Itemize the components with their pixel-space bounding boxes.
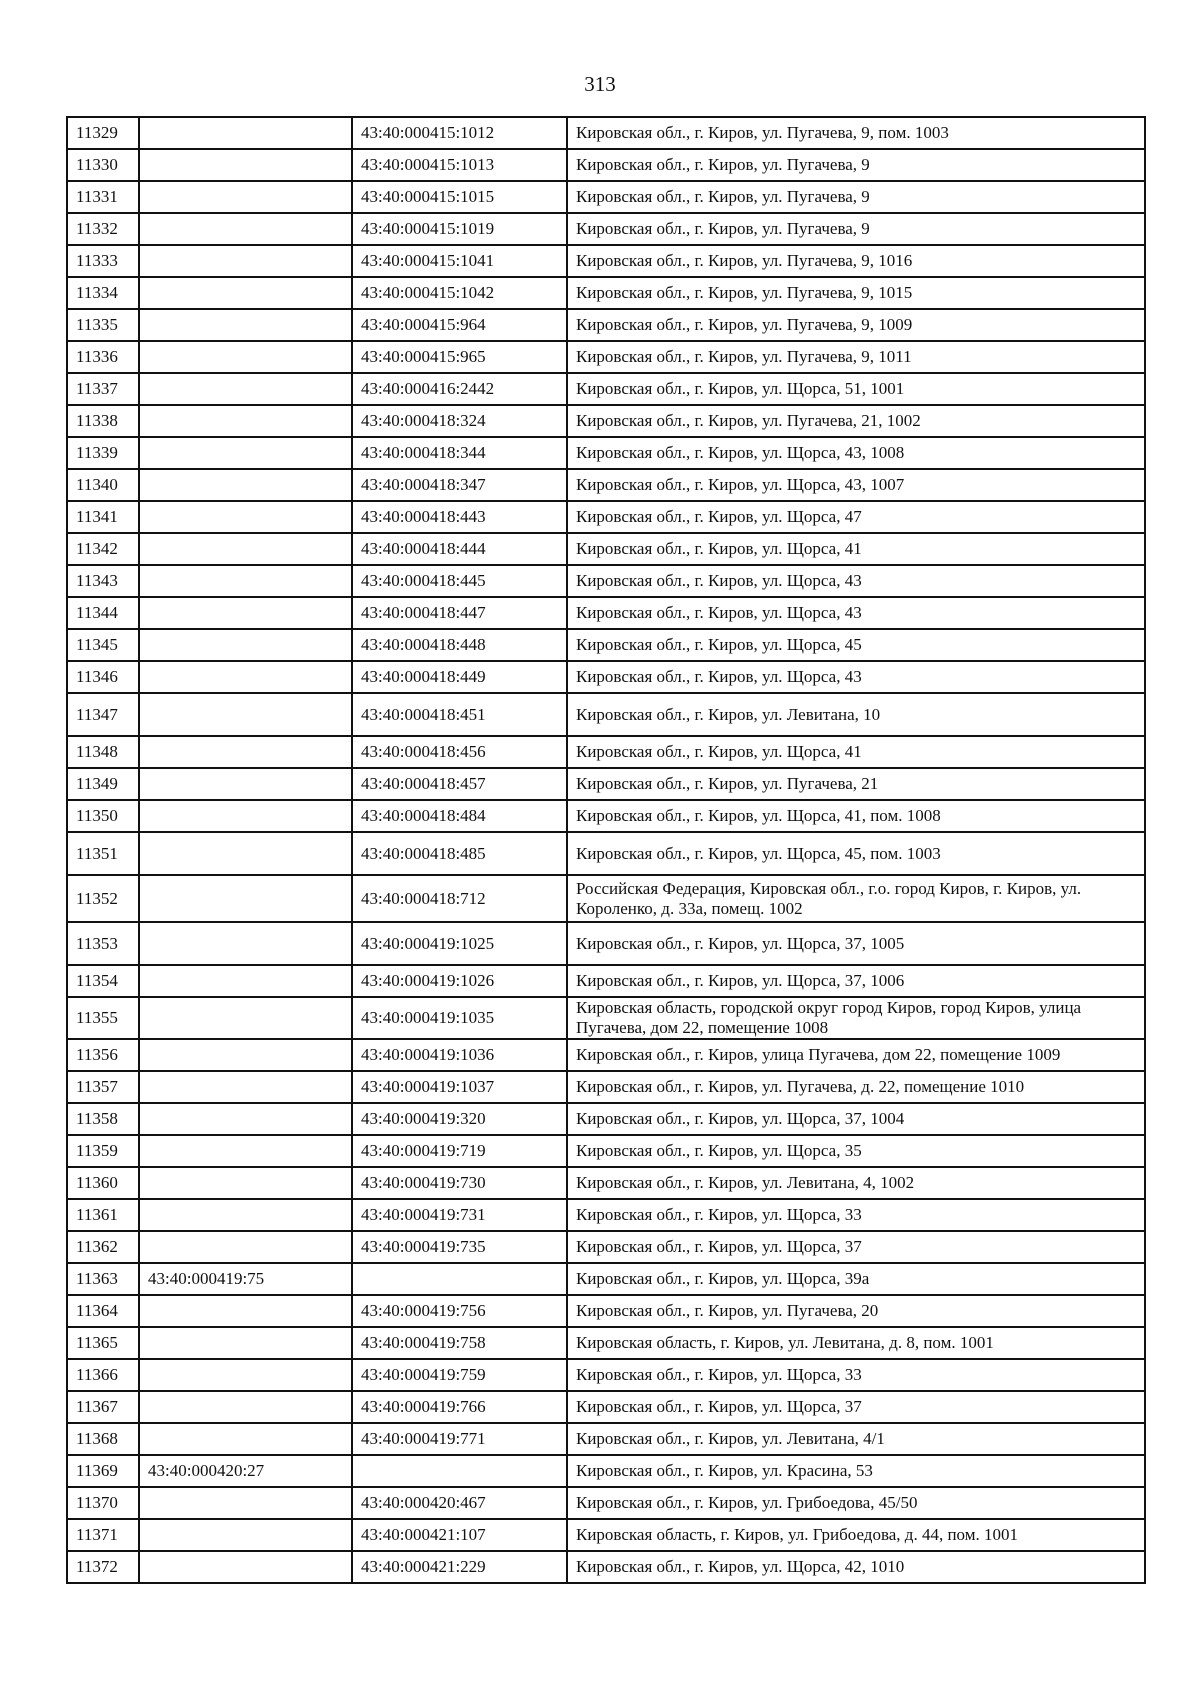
cadastral-number-cell: [139, 373, 352, 405]
cadastral-number-cell: [139, 922, 352, 965]
row-number-cell: 11354: [67, 965, 139, 997]
cadastral-number-cell: 43:40:000415:1019: [352, 213, 567, 245]
cadastral-number-cell: [139, 1071, 352, 1103]
cadastral-number-cell: 43:40:000418:484: [352, 800, 567, 832]
address-cell: Кировская область, городской округ город Киров, город Киров, улица Пугачева, дом 22, помещение 1008: [567, 997, 1145, 1039]
table-row: [67, 1423, 1145, 1455]
row-number-cell: 11337: [67, 373, 139, 405]
table-row: [67, 565, 1145, 597]
address-cell: Кировская обл., г. Киров, ул. Пугачева, 20: [567, 1295, 1145, 1327]
table-row: [67, 1327, 1145, 1359]
table-row: [67, 501, 1145, 533]
address-cell: Кировская обл., г. Киров, ул. Щорса, 47: [567, 501, 1145, 533]
cadastral-number-cell: 43:40:000419:1026: [352, 965, 567, 997]
row-number-cell: 11361: [67, 1199, 139, 1231]
row-number-cell: 11364: [67, 1295, 139, 1327]
cadastral-number-cell: 43:40:000419:758: [352, 1327, 567, 1359]
address-cell: Кировская обл., г. Киров, ул. Пугачева, 9, 1015: [567, 277, 1145, 309]
cadastral-number-cell: 43:40:000419:75: [139, 1263, 352, 1295]
address-cell: Кировская обл., г. Киров, ул. Щорса, 43, 1008: [567, 437, 1145, 469]
cadastral-number-cell: [139, 1167, 352, 1199]
cadastral-number-cell: [139, 800, 352, 832]
row-number-cell: 11356: [67, 1039, 139, 1071]
cadastral-number-cell: 43:40:000415:1015: [352, 181, 567, 213]
address-cell: Кировская обл., г. Киров, ул. Щорса, 37, 1004: [567, 1103, 1145, 1135]
row-number-cell: 11368: [67, 1423, 139, 1455]
row-number-cell: 11338: [67, 405, 139, 437]
row-number-cell: 11372: [67, 1551, 139, 1583]
cadastral-number-cell: [139, 469, 352, 501]
address-cell: Кировская область, г. Киров, ул. Грибоедова, д. 44, пом. 1001: [567, 1519, 1145, 1551]
address-cell: Кировская обл., г. Киров, ул. Щорса, 41, пом. 1008: [567, 800, 1145, 832]
cadastral-number-cell: 43:40:000420:467: [352, 1487, 567, 1519]
cadastral-number-cell: 43:40:000418:444: [352, 533, 567, 565]
address-cell: Кировская обл., г. Киров, ул. Щорса, 43: [567, 661, 1145, 693]
row-number-cell: 11345: [67, 629, 139, 661]
cadastral-number-cell: [139, 1039, 352, 1071]
row-number-cell: 11335: [67, 309, 139, 341]
table-row: [67, 149, 1145, 181]
row-number-cell: 11369: [67, 1455, 139, 1487]
cadastral-number-cell: 43:40:000419:735: [352, 1231, 567, 1263]
table-row: [67, 1263, 1145, 1295]
cadastral-number-cell: [139, 565, 352, 597]
cadastral-number-cell: [139, 661, 352, 693]
cadastral-number-cell: 43:40:000418:457: [352, 768, 567, 800]
cadastral-number-cell: [139, 181, 352, 213]
table-row: [67, 1487, 1145, 1519]
table-row: [67, 117, 1145, 149]
cadastral-number-cell: 43:40:000418:485: [352, 832, 567, 875]
cadastral-number-cell: [139, 693, 352, 736]
address-cell: Кировская обл., г. Киров, ул. Пугачева, 9: [567, 149, 1145, 181]
row-number-cell: 11352: [67, 875, 139, 922]
cadastral-number-cell: [139, 629, 352, 661]
address-cell: Кировская обл., г. Киров, ул. Щорса, 37: [567, 1231, 1145, 1263]
row-number-cell: 11349: [67, 768, 139, 800]
row-number-cell: 11341: [67, 501, 139, 533]
address-cell: Кировская обл., г. Киров, ул. Щорса, 41: [567, 533, 1145, 565]
cadastral-number-cell: 43:40:000415:1041: [352, 245, 567, 277]
cadastral-number-cell: 43:40:000418:712: [352, 875, 567, 922]
table-row: [67, 832, 1145, 875]
table-row: [67, 693, 1145, 736]
cadastral-number-cell: [139, 832, 352, 875]
row-number-cell: 11351: [67, 832, 139, 875]
address-cell: Кировская обл., г. Киров, ул. Левитана, 10: [567, 693, 1145, 736]
address-cell: Кировская обл., г. Киров, ул. Щорса, 37, 1005: [567, 922, 1145, 965]
cadastral-number-cell: [139, 149, 352, 181]
address-cell: Кировская обл., г. Киров, ул. Пугачева, д. 22, помещение 1010: [567, 1071, 1145, 1103]
address-cell: Кировская обл., г. Киров, ул. Пугачева, 9, пом. 1003: [567, 117, 1145, 149]
cadastral-number-cell: [139, 597, 352, 629]
cadastral-number-cell: 43:40:000415:1012: [352, 117, 567, 149]
address-cell: Кировская обл., г. Киров, ул. Щорса, 51, 1001: [567, 373, 1145, 405]
table-row: [67, 405, 1145, 437]
row-number-cell: 11343: [67, 565, 139, 597]
cadastral-number-cell: 43:40:000415:965: [352, 341, 567, 373]
table-row: [67, 875, 1145, 922]
address-cell: Кировская обл., г. Киров, ул. Щорса, 33: [567, 1199, 1145, 1231]
registry-table: [66, 116, 1146, 1584]
cadastral-number-cell: 43:40:000416:2442: [352, 373, 567, 405]
address-cell: Кировская обл., г. Киров, ул. Левитана, 4/1: [567, 1423, 1145, 1455]
cadastral-number-cell: 43:40:000419:1025: [352, 922, 567, 965]
address-cell: Кировская обл., г. Киров, ул. Щорса, 33: [567, 1359, 1145, 1391]
cadastral-number-cell: 43:40:000418:324: [352, 405, 567, 437]
row-number-cell: 11366: [67, 1359, 139, 1391]
cadastral-number-cell: [139, 1391, 352, 1423]
address-cell: Кировская обл., г. Киров, улица Пугачева, дом 22, помещение 1009: [567, 1039, 1145, 1071]
cadastral-number-cell: [352, 1263, 567, 1295]
cadastral-number-cell: 43:40:000419:756: [352, 1295, 567, 1327]
address-cell: Кировская обл., г. Киров, ул. Щорса, 45, пом. 1003: [567, 832, 1145, 875]
table-row: [67, 181, 1145, 213]
row-number-cell: 11346: [67, 661, 139, 693]
cadastral-number-cell: [139, 1487, 352, 1519]
table-row: [67, 341, 1145, 373]
row-number-cell: 11370: [67, 1487, 139, 1519]
table-row: [67, 800, 1145, 832]
row-number-cell: 11334: [67, 277, 139, 309]
table-row: [67, 1039, 1145, 1071]
cadastral-number-cell: [139, 1359, 352, 1391]
cadastral-number-cell: [139, 245, 352, 277]
table-row: [67, 309, 1145, 341]
table-row: [67, 213, 1145, 245]
row-number-cell: 11353: [67, 922, 139, 965]
cadastral-number-cell: [352, 1455, 567, 1487]
table-row: [67, 1231, 1145, 1263]
cadastral-number-cell: 43:40:000419:1037: [352, 1071, 567, 1103]
address-cell: Кировская обл., г. Киров, ул. Грибоедова, 45/50: [567, 1487, 1145, 1519]
row-number-cell: 11371: [67, 1519, 139, 1551]
cadastral-number-cell: [139, 309, 352, 341]
address-cell: Кировская обл., г. Киров, ул. Щорса, 41: [567, 736, 1145, 768]
cadastral-number-cell: 43:40:000419:731: [352, 1199, 567, 1231]
cadastral-number-cell: 43:40:000415:1013: [352, 149, 567, 181]
row-number-cell: 11332: [67, 213, 139, 245]
cadastral-number-cell: 43:40:000419:730: [352, 1167, 567, 1199]
address-cell: Кировская обл., г. Киров, ул. Щорса, 45: [567, 629, 1145, 661]
table-row: [67, 373, 1145, 405]
cadastral-number-cell: [139, 213, 352, 245]
row-number-cell: 11342: [67, 533, 139, 565]
row-number-cell: 11359: [67, 1135, 139, 1167]
address-cell: Кировская область, г. Киров, ул. Левитана, д. 8, пом. 1001: [567, 1327, 1145, 1359]
cadastral-number-cell: 43:40:000415:964: [352, 309, 567, 341]
table-row: [67, 1295, 1145, 1327]
cadastral-number-cell: [139, 1103, 352, 1135]
cadastral-number-cell: [139, 1327, 352, 1359]
row-number-cell: 11363: [67, 1263, 139, 1295]
address-cell: Кировская обл., г. Киров, ул. Щорса, 37: [567, 1391, 1145, 1423]
address-cell: Кировская обл., г. Киров, ул. Щорса, 35: [567, 1135, 1145, 1167]
table-row: [67, 469, 1145, 501]
table-row: [67, 1135, 1145, 1167]
row-number-cell: 11357: [67, 1071, 139, 1103]
cadastral-number-cell: [139, 736, 352, 768]
table-row: [67, 1551, 1145, 1583]
table-row: [67, 245, 1145, 277]
table-row: [67, 1359, 1145, 1391]
cadastral-number-cell: [139, 501, 352, 533]
cadastral-number-cell: 43:40:000419:1035: [352, 997, 567, 1039]
table-row: [67, 533, 1145, 565]
table-row: [67, 597, 1145, 629]
row-number-cell: 11358: [67, 1103, 139, 1135]
cadastral-number-cell: [139, 1135, 352, 1167]
row-number-cell: 11333: [67, 245, 139, 277]
cadastral-number-cell: 43:40:000419:771: [352, 1423, 567, 1455]
address-cell: Кировская обл., г. Киров, ул. Левитана, 4, 1002: [567, 1167, 1145, 1199]
address-cell: Кировская обл., г. Киров, ул. Щорса, 43: [567, 597, 1145, 629]
table-row: [67, 965, 1145, 997]
table-row: [67, 277, 1145, 309]
cadastral-number-cell: [139, 437, 352, 469]
cadastral-number-cell: 43:40:000418:447: [352, 597, 567, 629]
cadastral-number-cell: [139, 965, 352, 997]
address-cell: Кировская обл., г. Киров, ул. Щорса, 43, 1007: [567, 469, 1145, 501]
row-number-cell: 11365: [67, 1327, 139, 1359]
table-row: [67, 1519, 1145, 1551]
cadastral-number-cell: [139, 997, 352, 1039]
cadastral-number-cell: 43:40:000418:445: [352, 565, 567, 597]
address-cell: Кировская обл., г. Киров, ул. Пугачева, 9, 1009: [567, 309, 1145, 341]
address-cell: Российская Федерация, Кировская обл., г.о. город Киров, г. Киров, ул. Короленко, д. 33а, помещ. 1002: [567, 875, 1145, 922]
cadastral-number-cell: 43:40:000420:27: [139, 1455, 352, 1487]
table-row: [67, 437, 1145, 469]
cadastral-number-cell: [139, 768, 352, 800]
table-row: [67, 1391, 1145, 1423]
cadastral-number-cell: 43:40:000418:451: [352, 693, 567, 736]
cadastral-number-cell: [139, 1295, 352, 1327]
cadastral-number-cell: 43:40:000418:448: [352, 629, 567, 661]
cadastral-number-cell: 43:40:000418:443: [352, 501, 567, 533]
row-number-cell: 11329: [67, 117, 139, 149]
cadastral-number-cell: [139, 1423, 352, 1455]
row-number-cell: 11350: [67, 800, 139, 832]
table-row: [67, 1455, 1145, 1487]
row-number-cell: 11355: [67, 997, 139, 1039]
cadastral-number-cell: 43:40:000418:449: [352, 661, 567, 693]
row-number-cell: 11348: [67, 736, 139, 768]
cadastral-number-cell: [139, 533, 352, 565]
cadastral-number-cell: [139, 277, 352, 309]
row-number-cell: 11347: [67, 693, 139, 736]
cadastral-number-cell: [139, 341, 352, 373]
cadastral-number-cell: 43:40:000419:766: [352, 1391, 567, 1423]
cadastral-number-cell: 43:40:000419:719: [352, 1135, 567, 1167]
cadastral-number-cell: [139, 117, 352, 149]
address-cell: Кировская обл., г. Киров, ул. Щорса, 39а: [567, 1263, 1145, 1295]
cadastral-number-cell: [139, 1551, 352, 1583]
address-cell: Кировская обл., г. Киров, ул. Щорса, 43: [567, 565, 1145, 597]
table-row: [67, 922, 1145, 965]
table-row: [67, 1199, 1145, 1231]
address-cell: Кировская обл., г. Киров, ул. Пугачева, 9: [567, 181, 1145, 213]
cadastral-number-cell: [139, 405, 352, 437]
table-row: [67, 1103, 1145, 1135]
cadastral-number-cell: 43:40:000419:759: [352, 1359, 567, 1391]
table-row: [67, 629, 1145, 661]
cadastral-number-cell: 43:40:000415:1042: [352, 277, 567, 309]
table-row: [67, 736, 1145, 768]
address-cell: Кировская обл., г. Киров, ул. Пугачева, 21, 1002: [567, 405, 1145, 437]
address-cell: Кировская обл., г. Киров, ул. Красина, 53: [567, 1455, 1145, 1487]
cadastral-number-cell: 43:40:000418:344: [352, 437, 567, 469]
row-number-cell: 11340: [67, 469, 139, 501]
cadastral-number-cell: 43:40:000421:107: [352, 1519, 567, 1551]
row-number-cell: 11331: [67, 181, 139, 213]
cadastral-number-cell: 43:40:000421:229: [352, 1551, 567, 1583]
cadastral-number-cell: [139, 1519, 352, 1551]
table-row: [67, 661, 1145, 693]
address-cell: Кировская обл., г. Киров, ул. Пугачева, 9, 1011: [567, 341, 1145, 373]
address-cell: Кировская обл., г. Киров, ул. Пугачева, 9: [567, 213, 1145, 245]
cadastral-number-cell: 43:40:000418:347: [352, 469, 567, 501]
cadastral-number-cell: 43:40:000419:1036: [352, 1039, 567, 1071]
cadastral-number-cell: [139, 1231, 352, 1263]
cadastral-number-cell: 43:40:000418:456: [352, 736, 567, 768]
row-number-cell: 11336: [67, 341, 139, 373]
cadastral-number-cell: [139, 1199, 352, 1231]
address-cell: Кировская обл., г. Киров, ул. Пугачева, 21: [567, 768, 1145, 800]
table-row: [67, 1071, 1145, 1103]
row-number-cell: 11339: [67, 437, 139, 469]
table-row: [67, 997, 1145, 1039]
row-number-cell: 11362: [67, 1231, 139, 1263]
registry-body: [67, 117, 1145, 1583]
row-number-cell: 11367: [67, 1391, 139, 1423]
table-row: [67, 768, 1145, 800]
table-row: [67, 1167, 1145, 1199]
address-cell: Кировская обл., г. Киров, ул. Щорса, 37, 1006: [567, 965, 1145, 997]
page-number: 313: [584, 72, 616, 96]
row-number-cell: 11360: [67, 1167, 139, 1199]
cadastral-number-cell: 43:40:000419:320: [352, 1103, 567, 1135]
row-number-cell: 11344: [67, 597, 139, 629]
address-cell: Кировская обл., г. Киров, ул. Щорса, 42, 1010: [567, 1551, 1145, 1583]
address-cell: Кировская обл., г. Киров, ул. Пугачева, 9, 1016: [567, 245, 1145, 277]
row-number-cell: 11330: [67, 149, 139, 181]
cadastral-number-cell: [139, 875, 352, 922]
